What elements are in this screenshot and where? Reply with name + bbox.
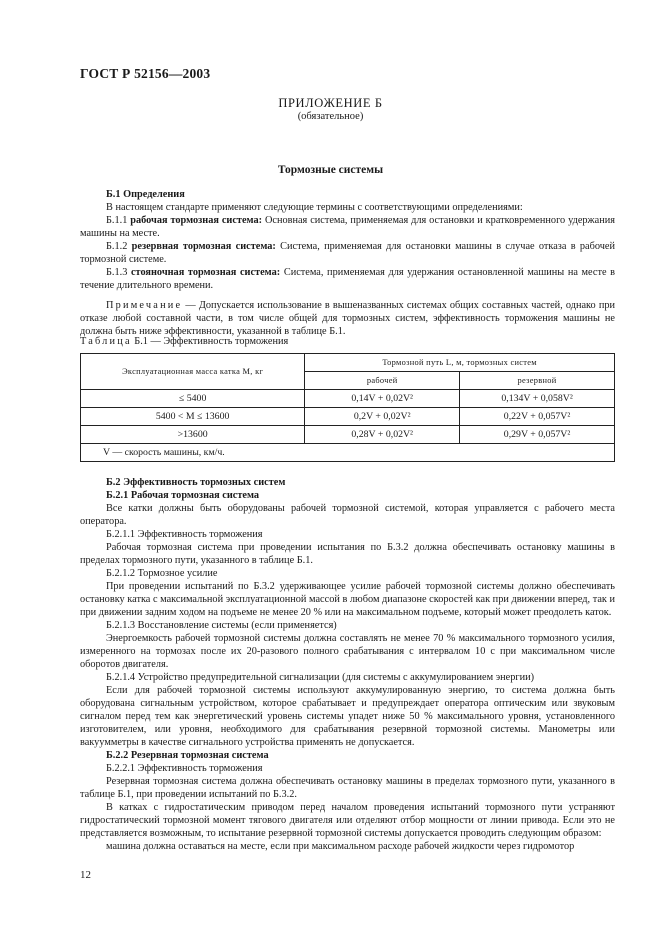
page-number: 12: [80, 869, 91, 881]
definitions-heading: Б.1 Определения: [106, 189, 185, 200]
table-header-work: рабочей: [305, 372, 460, 390]
reserve-brake-heading: Б.2.2 Резервная тормозная система: [106, 750, 269, 761]
table-row: [81, 408, 615, 426]
table-footnote: V — скорость машины, км/ч.: [81, 444, 615, 462]
table-cell-mass: 5400 < M ≤ 13600: [81, 408, 305, 426]
appendix-title: ПРИЛОЖЕНИЕ Б: [278, 96, 383, 110]
table-cell-reserve: 0,29V + 0,057V²: [460, 426, 615, 444]
definitions-intro: В настоящем стандарте применяют следующие термины с соответствующими определениями:: [106, 202, 523, 213]
subsection-heading: Б.2.1.3 Восстановление системы (если применяется): [106, 620, 337, 631]
subsection-heading: Б.2.1.1 Эффективность торможения: [106, 529, 263, 540]
table-cell-work: 0,14V + 0,02V²: [305, 390, 460, 408]
paragraph: Резервная тормозная система должна обеспечивать остановку машины в пределах тормозного пути, указанного в таблице Б.1, при проведении испытаний по Б.3.2.: [80, 776, 615, 800]
paragraph: Если для рабочей тормозной системы используют аккумулированную энергию, то система должна быть оборудована сигнальным устройством, которое срабатывает и предупреждает оператора оптическим или звуковым сигналом перед тем как энергетический уровень системы упадет ниже 50 % максимального уровня, установленного изготовителем, или уровня, необходимого для срабатывания резервной тормозной системы. Манометры или вакуумметры в качестве сигнального устройства применять не допускается.: [80, 685, 615, 748]
definition-2: Б.1.2 резервная тормозная система: Система, применяемая для остановки машины в случае отказа в рабочей тормозной системе.: [80, 241, 615, 265]
efficiency-heading: Б.2 Эффективность тормозных систем: [106, 477, 286, 488]
table-cell-reserve: 0,134V + 0,058V²: [460, 390, 615, 408]
paragraph: При проведении испытаний по Б.3.2 удерживающее усилие рабочей тормозной системы должно обеспечивать остановку катка с максимальной эксплуатационной массой в любом диапазоне скоростей как при движении вперед, так и при движении задним ходом на подъеме не менее 20 % или на максимальном подъеме, который может преодолеть каток.: [80, 581, 615, 618]
table-cell-work: 0,2V + 0,02V²: [305, 408, 460, 426]
paragraph: В катках с гидростатическим приводом перед началом проведения испытаний тормозного пути устраняют гидростатический тормозной момент тягового двигателя или отделяют отбор мощности от линии привода. Если это не представляется возможным, то испытание резервной тормозной системы допускается проводить следующим образом:: [80, 802, 615, 839]
paragraph: Рабочая тормозная система при проведении испытания по Б.3.2 должна обеспечивать остановку машины в пределах тормозного пути, указанного в таблице Б.1.: [80, 542, 615, 566]
table-cell-reserve: 0,22V + 0,057V²: [460, 408, 615, 426]
table-header-group: Тормозной путь L, м, тормозных систем: [305, 354, 615, 372]
subsection-heading: Б.2.1.2 Тормозное усилие: [106, 568, 218, 579]
table-cell-work: 0,28V + 0,02V²: [305, 426, 460, 444]
efficiency-section: [80, 476, 615, 853]
definition-1: Б.1.1 рабочая тормозная система: Основная система, применяемая для остановки и кратковременного удержания машины на месте.: [80, 215, 615, 239]
paragraph: Энергоемкость рабочей тормозной системы должна составлять не менее 70 % максимального тормозного усилия, измеренного на тормозах после их 20-разового полного срабатывания с интервалом 10 с при максимальном числе оборотов двигателя.: [80, 633, 615, 670]
table-row: [81, 390, 615, 408]
table-header-mass: Эксплуатационная масса катка M, кг: [81, 354, 305, 390]
braking-table: [80, 353, 615, 462]
section-title: Тормозные системы: [277, 164, 384, 176]
paragraph: Все катки должны быть оборудованы рабочей тормозной системой, которая управляется с рабочего места оператора.: [80, 503, 615, 527]
subsection-heading: Б.2.2.1 Эффективность торможения: [106, 763, 263, 774]
appendix-subtitle: (обязательное): [297, 111, 364, 122]
paragraph: машина должна оставаться на месте, если при максимальном расходе рабочей жидкости через гидромотор: [106, 841, 575, 852]
definition-3: Б.1.3 стояночная тормозная система: Система, применяемая для удержания остановленной машины на месте в течение длительного времени.: [80, 267, 615, 291]
table-row: [81, 426, 615, 444]
table-cell-mass: >13600: [81, 426, 305, 444]
subsection-heading: Б.2.1.4 Устройство предупредительной сигнализации (для системы с аккумулированием энергии): [106, 672, 535, 683]
table-cell-mass: ≤ 5400: [81, 390, 305, 408]
table-caption: Таблица Б.1 — Эффективность торможения: [80, 336, 289, 347]
table-header-reserve: резервной: [460, 372, 615, 390]
note: Примечание — Допускается использование в вышеназванных системах общих составных частей, однако при отказе любой составной части, в том числе общей для тормозных систем, эффективность торможения машины не должна быть ниже эффективности, указанной в таблице Б.1.: [80, 300, 615, 337]
definitions-block: [80, 188, 615, 338]
document-header: ГОСТ Р 52156—2003: [80, 66, 211, 81]
service-brake-heading: Б.2.1 Рабочая тормозная система: [106, 490, 260, 501]
